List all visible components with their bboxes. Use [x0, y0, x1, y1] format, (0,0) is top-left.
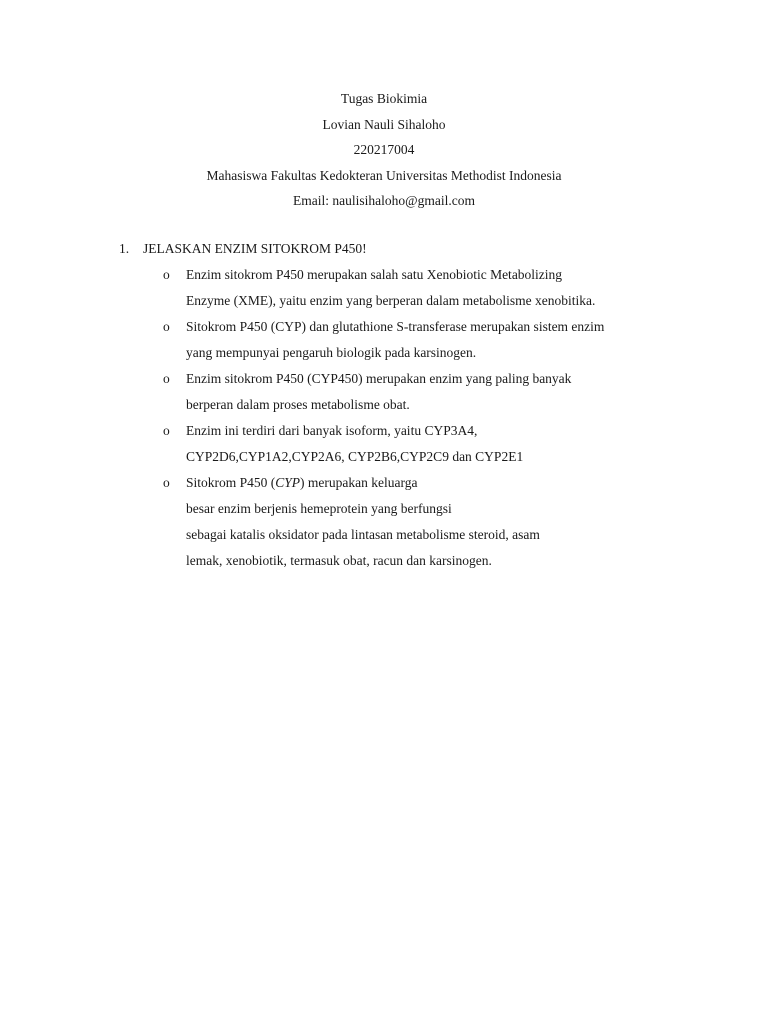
student-name: Lovian Nauli Sihaloho	[322, 116, 446, 132]
bullet-item	[163, 366, 723, 418]
bullet-line: Enzim sitokrom P450 (CYP450) merupakan enzim yang paling banyak	[186, 371, 572, 386]
bullet-line: Sitokrom P450 (CYP) dan glutathione S-transferase merupakan sistem enzim	[186, 319, 605, 334]
bullet-line: lemak, xenobiotik, termasuk obat, racun dan karsinogen.	[186, 553, 492, 568]
bullet-marker: o	[163, 371, 170, 386]
bullet-line: sebagai katalis oksidator pada lintasan metabolisme steroid, asam	[186, 527, 540, 542]
bullet-item	[163, 262, 723, 314]
answer-bullet-list	[163, 262, 723, 574]
bullet-line: Enzim sitokrom P450 merupakan salah satu Xenobiotic Metabolizing	[186, 267, 563, 282]
question-text: JELASKAN ENZIM SITOKROM P450!	[143, 241, 367, 256]
bullet-marker: o	[163, 475, 170, 490]
student-affiliation: Mahasiswa Fakultas Kedokteran Universitas Methodist Indonesia	[206, 167, 562, 183]
bullet-marker: o	[163, 423, 170, 438]
bullet-marker: o	[163, 319, 170, 334]
bullet-line: berperan dalam proses metabolisme obat.	[186, 397, 410, 412]
student-id: 220217004	[353, 142, 415, 157]
bullet-line: besar enzim berjenis hemeprotein yang berfungsi	[186, 501, 452, 516]
bullet-line: yang mempunyai pengaruh biologik pada karsinogen.	[186, 345, 477, 360]
assignment-title: Tugas Biokimia	[340, 91, 428, 106]
bullet-line: Enzyme (XME), yaitu enzim yang berperan dalam metabolisme xenobitika.	[186, 293, 596, 308]
student-email: Email: naulisihaloho@gmail.com	[293, 193, 475, 208]
bullet-item	[163, 418, 723, 470]
bullet-text: ) merupakan keluarga	[300, 475, 418, 490]
bullet-line: CYP2D6,CYP1A2,CYP2A6, CYP2B6,CYP2C9 dan CYP2E1	[186, 449, 524, 464]
question-number: 1.	[119, 241, 130, 256]
bullet-marker: o	[163, 267, 170, 282]
bullet-item	[163, 470, 723, 574]
bullet-italic-text: CYP	[275, 475, 301, 490]
document-header	[0, 86, 768, 214]
bullet-line: Enzim ini terdiri dari banyak isoform, yaitu CYP3A4,	[186, 423, 478, 438]
bullet-line	[186, 470, 723, 496]
bullet-item	[163, 314, 723, 366]
bullet-text: Sitokrom P450 (	[186, 475, 276, 490]
question-heading	[119, 236, 367, 262]
